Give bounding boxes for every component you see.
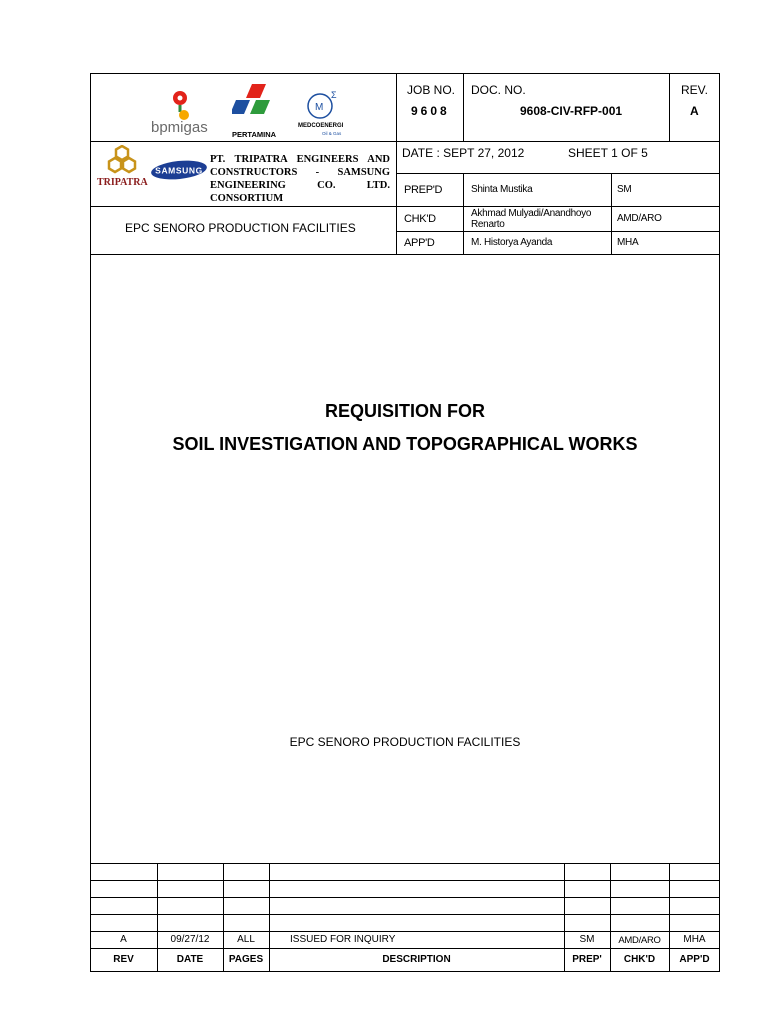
job-no-value: 9608 <box>411 104 450 118</box>
job-doc-divider <box>463 73 464 141</box>
rev-line-1 <box>90 863 720 864</box>
rev-row-pages: ALL <box>237 934 255 945</box>
medco-sublabel: Oil & Gas <box>322 131 342 136</box>
prepd-initials: SM <box>617 184 632 195</box>
bpmigas-logo <box>150 88 230 136</box>
document-frame <box>90 73 720 972</box>
header-line-5 <box>90 254 720 255</box>
rev-row-date: 09/27/12 <box>170 934 210 945</box>
rev-row-app: MHA <box>683 934 706 945</box>
rev-line-5 <box>90 931 720 932</box>
rev-header-rev: REV <box>113 954 134 965</box>
rev-row-rev: A <box>120 934 127 945</box>
header-line-2 <box>396 173 720 174</box>
rev-header-pages: PAGES <box>228 954 264 965</box>
rev-label: REV. <box>681 83 708 97</box>
header-divider-main <box>396 73 397 254</box>
header-line-1 <box>90 141 720 142</box>
rev-line-4 <box>90 914 720 915</box>
rev-row-chk: AMD/ARO <box>618 935 661 946</box>
role-name-divider <box>463 173 464 254</box>
doc-no-label: DOC. NO. <box>471 83 526 97</box>
samsung-wordmark: SAMSUNG <box>155 165 203 176</box>
company-name: PT. TRIPATRA ENGINEERS AND CONSTRUCTORS - SAMSUNG ENGINEERING CO. LTD. CONSORTIUM <box>210 154 390 204</box>
rev-header-prep: PREP' <box>572 954 602 965</box>
tripatra-logo <box>104 145 140 177</box>
doc-no-value: 9608-CIV-RFP-001 <box>520 104 623 118</box>
header-line-4 <box>396 231 720 232</box>
rev-value: A <box>690 104 699 118</box>
rev-header-description: DESCRIPTION <box>382 954 451 965</box>
samsung-logo <box>150 159 208 181</box>
rev-line-2 <box>90 880 720 881</box>
medco-label: MEDCOENERGI <box>298 123 344 129</box>
prepd-name: Shinta Mustika <box>471 184 533 195</box>
rev-header-chk: CHK'D <box>623 954 656 965</box>
rev-header-app: APP'D <box>679 954 710 965</box>
pertamina-logo <box>232 84 280 124</box>
svg-text:M: M <box>315 102 324 113</box>
chkd-initials: AMD/ARO <box>617 213 662 224</box>
appd-name: M. Historya Ayanda <box>471 237 553 248</box>
job-no-label: JOB NO. <box>407 83 456 97</box>
date-text: DATE : SEPT 27, 2012 <box>402 146 525 160</box>
rev-line-3 <box>90 897 720 898</box>
bpmigas-wordmark: bpmigas <box>151 119 208 136</box>
appd-initials: MHA <box>617 237 639 248</box>
pertamina-label: PERTAMINA <box>232 130 277 139</box>
body-subtitle: EPC SENORO PRODUCTION FACILITIES <box>289 735 521 749</box>
svg-text:Σ: Σ <box>331 90 337 100</box>
doc-rev-divider <box>669 73 670 141</box>
rev-header-date: DATE <box>176 954 204 965</box>
title-line-1: REQUISITION FOR <box>324 401 485 421</box>
header-line-3 <box>90 206 720 207</box>
rev-row-prep: SM <box>579 934 595 945</box>
rev-line-6 <box>90 948 720 949</box>
medco-logo <box>304 90 344 122</box>
chkd-role: CHK'D <box>404 213 436 225</box>
chkd-name: Akhmad Mulyadi/Anandhoyo Renarto <box>471 208 592 230</box>
sheet-text: SHEET 1 OF 5 <box>568 146 648 160</box>
tripatra-label: TRIPATRA <box>97 177 148 188</box>
prepd-role: PREP'D <box>404 184 443 196</box>
rev-row-description: ISSUED FOR INQUIRY <box>290 934 396 945</box>
project-name-header: EPC SENORO PRODUCTION FACILITIES <box>125 221 356 235</box>
appd-role: APP'D <box>404 237 435 249</box>
name-initials-divider <box>611 173 612 254</box>
title-line-2: SOIL INVESTIGATION AND TOPOGRAPHICAL WORKS <box>172 434 638 454</box>
